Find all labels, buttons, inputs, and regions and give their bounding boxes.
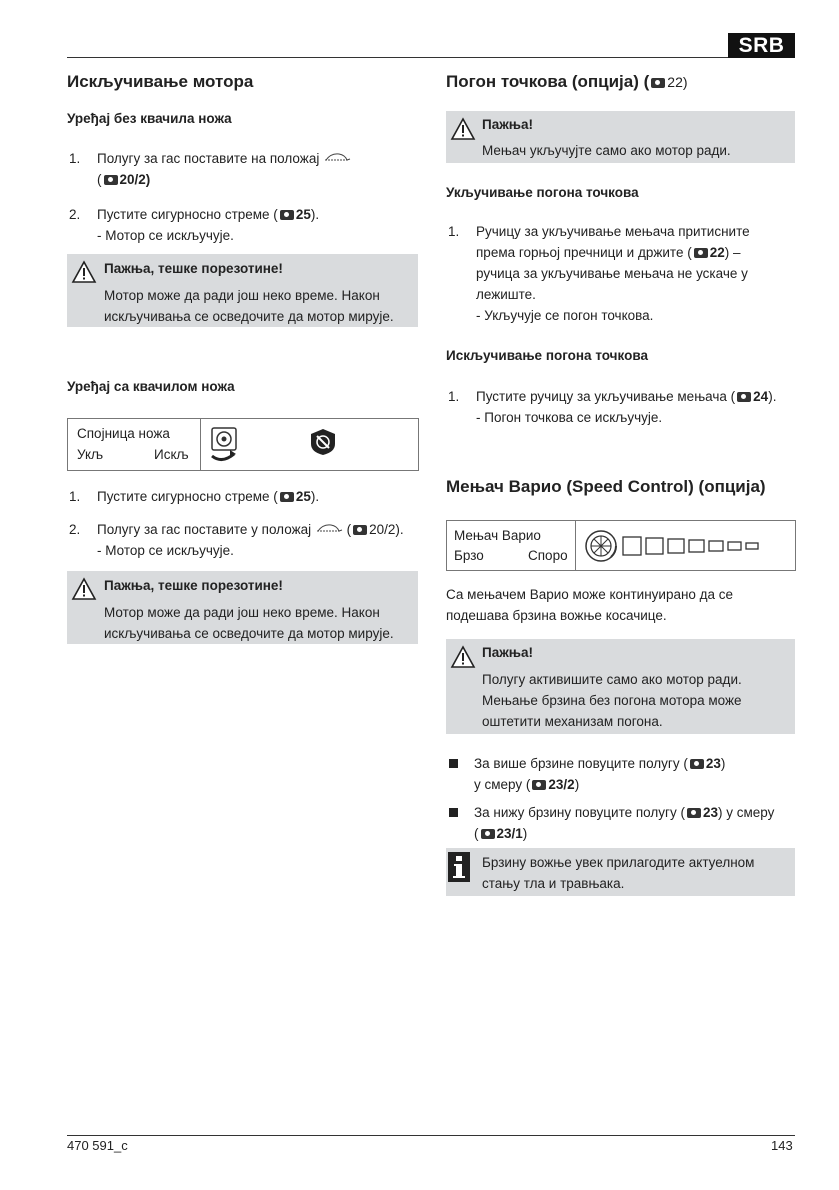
footer-rule: [67, 1135, 795, 1136]
info-icon: [448, 852, 470, 882]
blade-clutch-table: Спојница ножа Укљ Искљ: [67, 418, 419, 471]
warning-box-2: Пажња, тешке порезотине! Мотор може да ради још неко време. Након искључивања се осведочите да мотор мирује.: [67, 571, 418, 644]
figure-ref-icon: [481, 829, 495, 839]
left-step-1-text: Полугу за гас поставите на положај: [97, 151, 320, 166]
figure-ref-icon: [104, 175, 118, 185]
turtle-icon: [323, 152, 351, 164]
speed-scale-icon: [583, 527, 783, 565]
header-rule: [67, 57, 728, 58]
left-title: Искључивање мотора: [67, 72, 254, 91]
right-title: Погон точкова (опција) ( 22): [446, 72, 688, 91]
vario-table: Мењач Варио Брзо Споро: [446, 520, 796, 571]
right-subtitle-2: Искључивање погона точкова: [446, 348, 648, 363]
figure-ref-icon: [737, 392, 751, 402]
right-subtitle-1: Укључивање погона точкова: [446, 185, 639, 200]
figure-ref-icon: [280, 210, 294, 220]
warning-triangle-icon: [71, 577, 97, 601]
warning-box-1: Пажња, тешке порезотине! Мотор може да ради још неко време. Након искључивања се осведочите да мотор мирује.: [67, 254, 418, 327]
language-badge: SRB: [728, 33, 795, 58]
bullet-item-1: За више брзине повуците полугу ( 23) у смеру ( 23/2): [474, 756, 726, 792]
warning-triangle-icon: [71, 260, 97, 284]
blade-clutch-on-icon: [208, 426, 240, 464]
warning-box-4: Пажња! Полугу активишите само ако мотор ради. Мењање брзина без погона мотора може оштетити механизам погона.: [446, 639, 795, 734]
vario-paragraph: Са мењачем Варио може континуирано да се подешава брзина вожње косачице.: [446, 587, 734, 623]
document-number: 470 591_c: [67, 1138, 128, 1153]
figure-ref-icon: [353, 525, 367, 535]
left-subtitle-2: Уређај са квачилом ножа: [67, 379, 235, 394]
warning-box-3: Пажња! Мењач укључујте само ако мотор ради.: [446, 111, 795, 163]
bullet-item-2: За нижу брзину повуците полугу ( 23) у смеру ( 23/1): [474, 805, 775, 841]
figure-ref-icon: [651, 78, 665, 88]
bullet-icon: [449, 808, 458, 817]
blade-clutch-off-icon: [308, 427, 338, 457]
info-box: Брзину вожње увек прилагодите актуелном стању тла и травњака.: [446, 848, 795, 896]
figure-ref-icon: [690, 759, 704, 769]
page-number: 143: [771, 1138, 793, 1153]
left-subtitle-1: Уређај без квачила ножа: [67, 111, 232, 126]
warning-triangle-icon: [450, 645, 476, 669]
bullet-icon: [449, 759, 458, 768]
figure-ref-icon: [687, 808, 701, 818]
turtle-icon: [315, 523, 343, 535]
figure-ref-icon: [694, 248, 708, 258]
figure-ref-icon: [532, 780, 546, 790]
warning-triangle-icon: [450, 117, 476, 141]
right-title-2: Мењач Варио (Speed Control) (опција): [446, 477, 766, 496]
figure-ref-icon: [280, 492, 294, 502]
